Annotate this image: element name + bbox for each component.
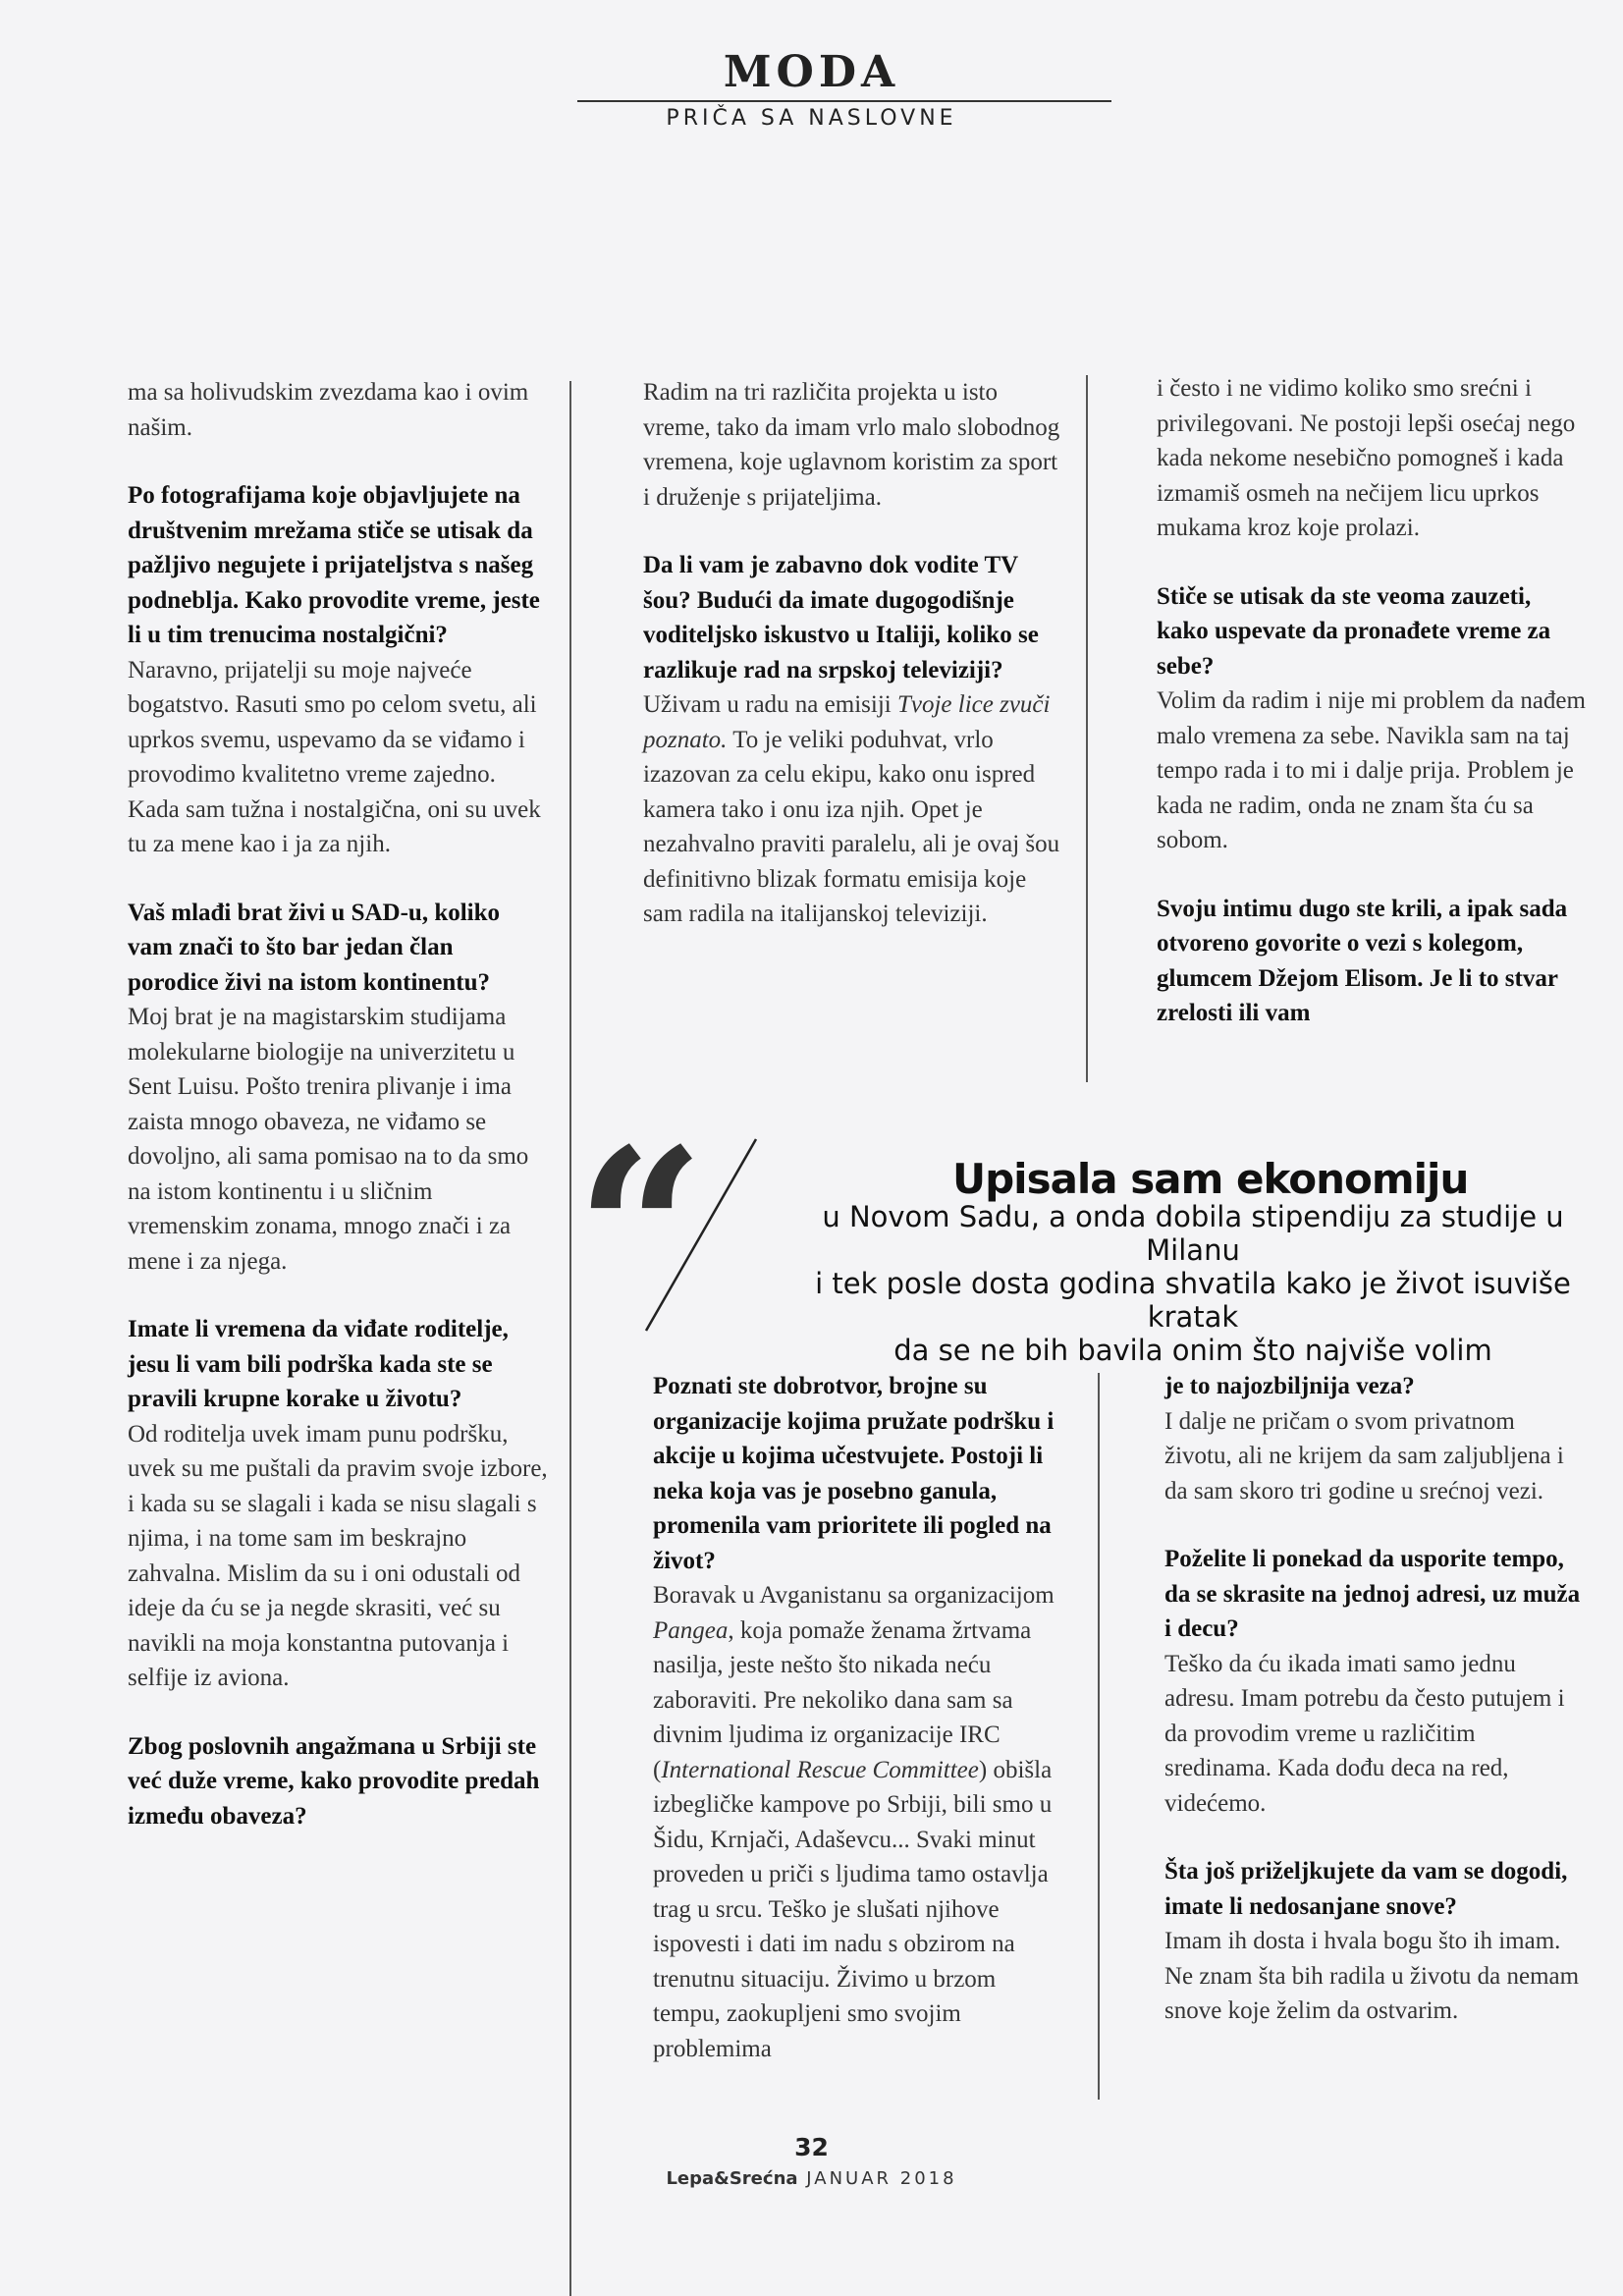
answer: Od roditelja uvek imam punu podršku, uvek su me puštali da pravim svoje izbore, i kada su se slagali i kada se nisu slagali s njima, i na tome sam im beskrajno zahvalna. Mislim da su i oni odustali od ideje da ću se ja negde skrasiti, već su navikli na moja konstantna putovanja i selfije iz aviona. [128, 1420, 548, 1691]
column-4 [653, 1369, 1065, 2100]
answer: Moj brat je na magistarskim studijama molekularne biologije na univerzitetu u Sent Luisu. Pošto trenira plivanje i ima zaista mnogo obaveza, ne viđamo se dovoljno, ali sama pomisao na to da smo na istom kontinentu i u sličnim vremenskim zonama, mnogo znači i za mene i za njega. [128, 1004, 529, 1275]
answer: Volim da radim i nije mi problem da nađem malo vremena za sebe. Navikla sam na taj tempo rada i to mi i dalje prija. Problem je kada ne radim, onda ne znam šta ću sa sobom. [1157, 687, 1586, 853]
question: Vaš mlađi brat živi u SAD-u, koliko vam znači to što bar jedan član porodice živi na istom kontinentu? [128, 899, 501, 996]
column-divider [1086, 375, 1088, 1082]
column-divider [1098, 1373, 1100, 2100]
answer-part: Uživam u radu na emisiji [643, 691, 897, 718]
header-divider [577, 100, 1111, 102]
question: Svoju intimu dugo ste krili, a ipak sada otvoreno govorite o vezi s kolegom, glumcem Džejom Elisom. Je li to stvar zrelosti ili vam [1157, 895, 1568, 1026]
column-5 [1164, 1369, 1587, 2062]
paragraph: ma sa holivudskim zvezdama kao i ovim našim. [128, 379, 529, 441]
question: Zbog poslovnih angažmana u Srbiji ste već duže vreme, kako provodite predah između obaveza? [128, 1732, 540, 1830]
answer: I dalje ne pričam o svom privatnom životu, ali ne krijem da sam zaljubljena i da sam skoro tri godine u srećnoj vezi. [1164, 1407, 1564, 1504]
qa-block [1157, 579, 1589, 858]
question: Da li vam je zabavno dok vodite TV šou? Budući da imate dugogodišnje voditeljsko iskustvo u Italiji, koliko se razlikuje rad na srpskoj televiziji? [643, 552, 1039, 683]
qa-block [128, 1729, 550, 1834]
paragraph: i često i ne vidimo koliko smo srećni i privilegovani. Ne postoji lepši osećaj nego kada nekome nesebično pomogneš i kada izmamiš osmeh na nečijem licu uprkos mukama kroz koje prolazi. [1157, 375, 1576, 541]
organization-name: Pangea [653, 1616, 729, 1644]
page-number: 32 [794, 2133, 829, 2161]
question: je to najozbiljnija veza? [1164, 1373, 1415, 1399]
answer-part: ) obišla izbegličke kampove po Srbiji, bili smo u Šidu, Krnjači, Adaševcu... Svaki minut proveden u priči s ljudima tamo ostavlja trag u srcu. Teško je slušati njihove ispovesti i dati im nadu s obzirom na trenutnu situaciju. Živimo u brzom tempu, zaokupljeni smo svojim problemima [653, 1756, 1053, 2062]
qa-block [128, 896, 550, 1280]
pull-quote-line: u Novom Sadu, a onda dobila stipendiju za studije u Milanu [822, 1200, 1564, 1267]
organization-name: International Rescue Committee [661, 1756, 979, 1783]
pull-quote-headline: Upisala sam ekonomiju [952, 1155, 1469, 1203]
qa-block [1164, 1369, 1587, 1508]
answer-part: To je veliki poduhvat, vrlo izazovan za celu ekipu, kako onu ispred kamera tako i onu iza njih. Opet je nezahvalno praviti paralelu, ali je ovaj šou definitivno blizak formatu emisija koje sam radila na italijanskoj televiziji. [643, 726, 1060, 927]
section-title: MODA [723, 47, 900, 97]
question: Po fotografijama koje objavljujete na društvenim mrežama stiče se utisak da pažljivo negujete i prijateljstva s našeg podneblja. Kako provodite vreme, jeste li u tim trenucima nostalgični? [128, 482, 540, 648]
qa-block [1164, 1854, 1587, 2029]
quote-mark-icon: “ [575, 1100, 706, 1365]
quote-slash-line [638, 1134, 766, 1336]
answer: Teško da ću ikada imati samo jednu adresu. Imam potrebu da često putujem i da provodim vreme u različitim sredinama. Kada dođu deca na red, videćemo. [1164, 1650, 1565, 1817]
question: Poželite li ponekad da usporite tempo, da se skrasite na jednoj adresi, uz muža i decu? [1164, 1546, 1581, 1642]
answer-part: Boravak u Avganistanu sa organizacijom [653, 1582, 1055, 1609]
magazine-logo: Lepa&Srećna [666, 2168, 798, 2189]
qa-block [643, 548, 1065, 932]
footer-line [0, 2168, 1623, 2189]
section-subtitle: PRIČA SA NASLOVNE [666, 106, 957, 131]
pull-quote-line: da se ne bih bavila onim što najviše volim [893, 1334, 1492, 1367]
qa-block [128, 1312, 550, 1696]
question: Poznati ste dobrotvor, brojne su organizacije kojima pružate podršku i akcije u kojima učestvujete. Postoji li neka koja vas je posebno ganula, promenila vam prioritete ili pogled na život? [653, 1373, 1055, 1574]
qa-block [128, 478, 550, 862]
show-title: Tvoje lice zvuči poznato. [643, 691, 1051, 753]
pull-quote-line: i tek posle dosta godina shvatila kako je život isuviše kratak [815, 1267, 1571, 1334]
column-divider [569, 381, 571, 2296]
pull-quote-text [776, 1200, 1610, 1367]
question: Stiče se utisak da ste veoma zauzeti, kako uspevate da pronađete vreme za sebe? [1157, 582, 1551, 680]
column-2 [643, 375, 1065, 965]
qa-block [1164, 1542, 1587, 1821]
answer: Naravno, prijatelji su moje najveće bogatstvo. Rasuti smo po celom svetu, ali uprkos svemu, uspevamo da se viđamo i provodimo kvalitetno vreme zajedno. Kada sam tužna i nostalgična, oni su uvek tu za mene kao i ja za njih. [128, 656, 541, 857]
paragraph: Radim na tri različita projekta u isto vreme, tako da imam vrlo malo slobodnog vremena, koje uglavnom koristim za sport i druženje s prijateljima. [643, 379, 1060, 511]
question: Šta još priželjkujete da vam se dogodi, imate li nedosanjane snove? [1164, 1858, 1568, 1920]
issue-date: JANUAR 2018 [806, 2168, 957, 2189]
column-1 [128, 375, 550, 1867]
answer-part: , koja pomaže ženama žrtvama nasilja, jeste nešto što nikada neću zaboraviti. Pre nekoliko dana sam sa divnim ljudima iz organizacije IRC ( [653, 1616, 1032, 1783]
qa-block [1157, 892, 1589, 1031]
answer: Imam ih dosta i hvala bogu što ih imam. Ne znam šta bih radila u životu da nemam snove koje želim da ostvarim. [1164, 1928, 1580, 2024]
qa-block [653, 1369, 1065, 2066]
column-3 [1157, 371, 1589, 1065]
question: Imate li vremena da viđate roditelje, jesu li vam bili podrška kada ste se pravili krupne korake u životu? [128, 1316, 509, 1412]
